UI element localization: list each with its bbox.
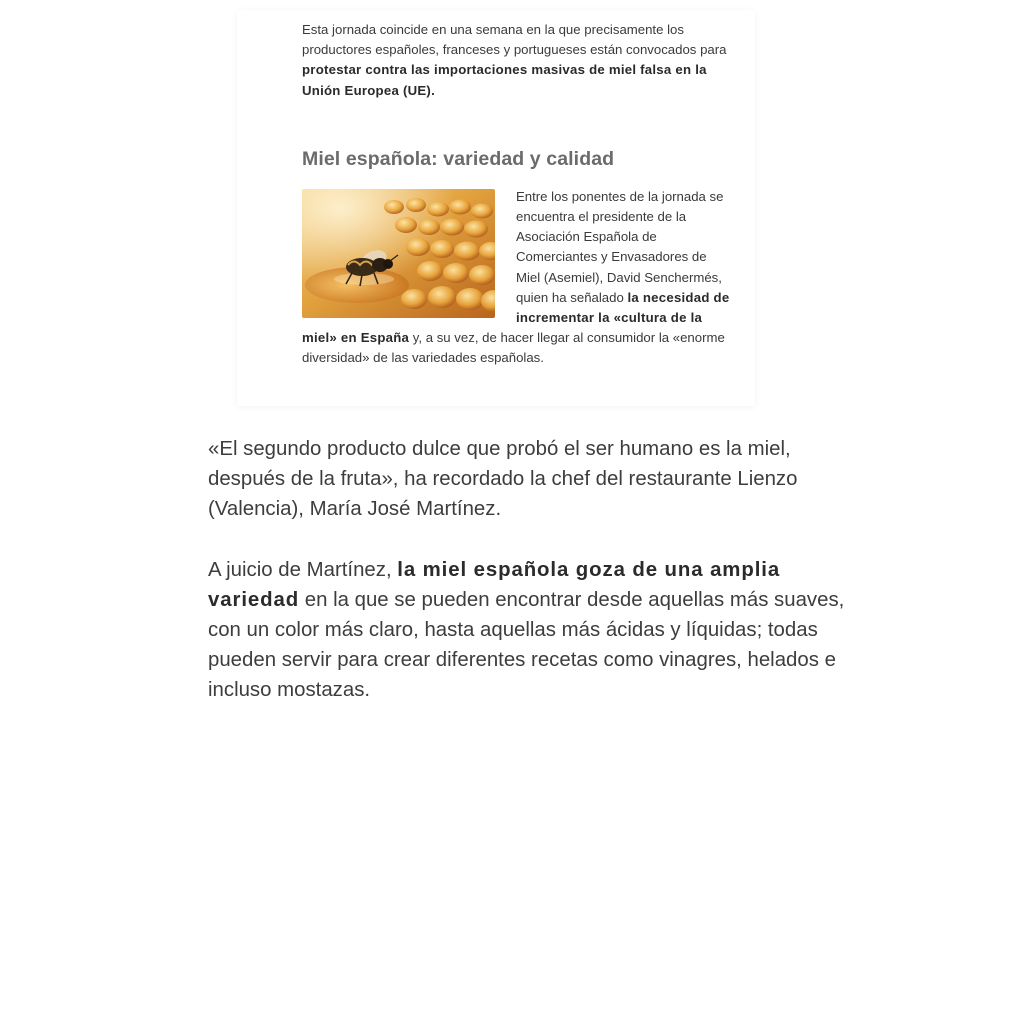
speakers-text: Entre los ponentes de la jornada se encuentra el presidente de la Asociación Española de Comerciantes y Envasadores de Miel (Asemiel), David Senchermés, quien ha señalado (516, 188, 724, 305)
quote-paragraph: «El segundo producto dulce que probó el ser humano es la miel, después de la fruta», ha recordado la chef del restaurante Lienzo (Valencia), María José Martínez. (208, 438, 798, 520)
article-body (208, 434, 868, 705)
excerpt-content (302, 20, 732, 369)
section-heading: Miel española: variedad y calidad (302, 147, 615, 170)
intro-paragraph (302, 20, 732, 101)
intro-text: Esta jornada coincide en una semana en la que precisamente los productores españoles, franceses y portugueses están convocados para (302, 22, 727, 58)
speakers-end: y, a su vez, de hacer llegar al consumidor la «enorme diversidad» de las variedades españolas. (302, 330, 725, 366)
variety-start: A juicio de Martínez, (208, 559, 398, 581)
speakers-block (302, 187, 732, 369)
embedded-article-excerpt (237, 10, 755, 406)
honeycomb-bee-image (302, 189, 495, 318)
variety-paragraph (208, 555, 868, 705)
intro-bold-text: protestar contra las importaciones masivas de miel falsa en la Unión Europea (UE) (302, 62, 707, 98)
intro-end: . (431, 82, 435, 98)
variety-bold-text: la miel española goza de una amplia variedad (208, 559, 781, 611)
variety-end: en la que se pueden encontrar desde aquellas más suaves, con un color más claro, hasta aquellas más ácidas y líquidas; todas pueden servir para crear diferentes recetas como vinagres, helados e incluso mostazas. (208, 589, 845, 701)
speakers-bold-text: la necesidad de incrementar la «cultura de la miel» en España (302, 289, 730, 346)
